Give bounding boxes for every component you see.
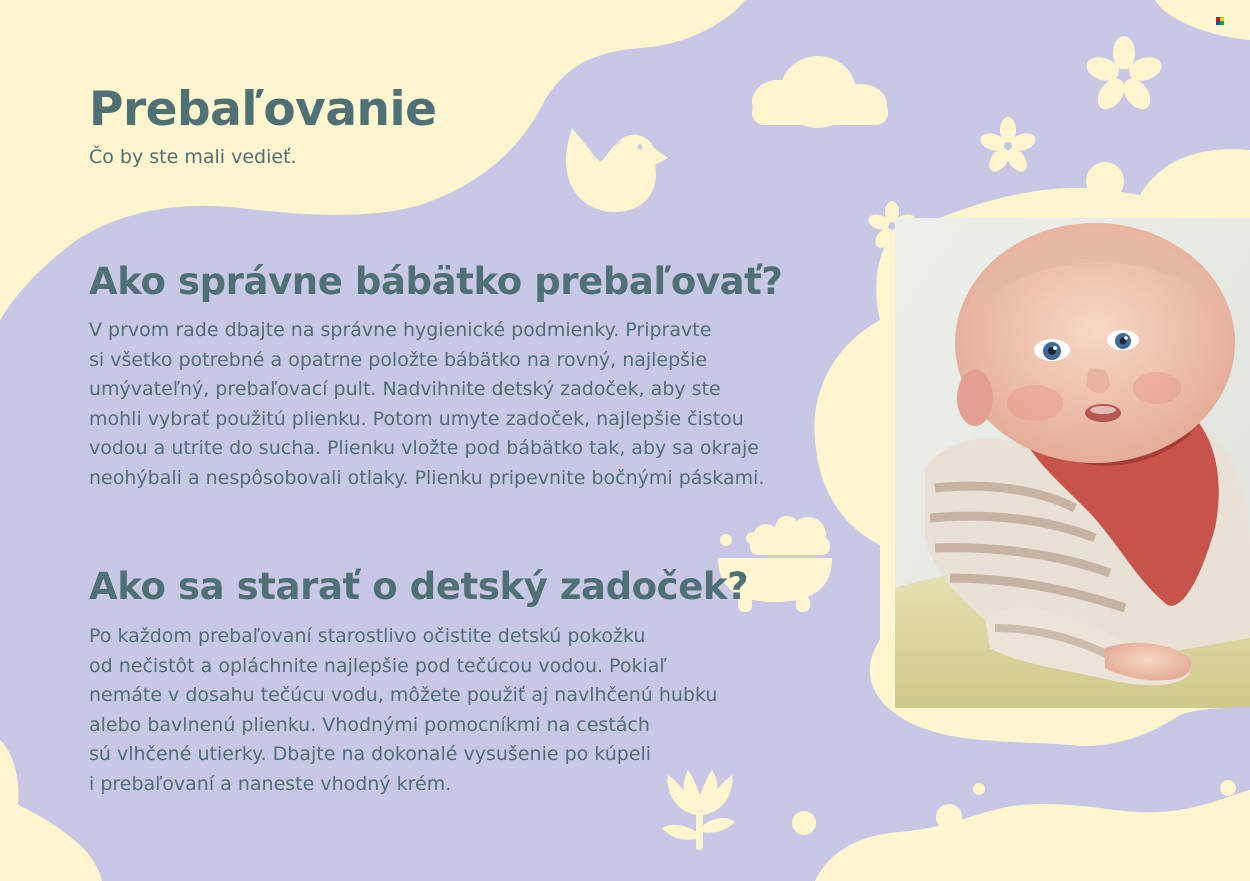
body-line: alebo bavlnenú plienku. Vhodnými pomocníkmi na cestách [89, 713, 650, 736]
body-line: od nečistôt a opláchnite najlepšie pod tečúcou vodou. Pokiaľ [89, 654, 667, 677]
body-line: V prvom rade dbajte na správne hygienické podmienky. Pripravte [89, 319, 712, 341]
dot [1220, 780, 1236, 796]
body-line: nemáte v dosahu tečúcu vodu, môžete použiť aj navlhčenú hubku [89, 684, 718, 706]
logo-mark-icon [1216, 17, 1224, 25]
dot [1086, 162, 1124, 200]
dot [792, 811, 816, 835]
body-line: Po každom prebaľovaní starostlivo očistite detskú pokožku [89, 625, 646, 647]
body-line: sú vlhčené utierky. Dbajte na dokonalé vysušenie po kúpeli [89, 743, 652, 765]
body-line: umývateľný, prebaľovací pult. Nadvihnite detský zadoček, aby ste [89, 378, 721, 400]
body-line: mohli vybrať použitú plienku. Potom umyte zadoček, najlepšie čistou [89, 407, 744, 430]
section-heading-bottom-care: Ako sa starať o detský zadoček? [89, 565, 749, 608]
body-line: neohýbali a nespôsobovali otlaky. Plienku pripevnite bočnými páskami. [89, 466, 765, 489]
dot [936, 804, 962, 830]
dot [1230, 820, 1242, 832]
body-line: si všetko potrebné a opatrne položte bábätko na rovný, najlepšie [89, 348, 708, 371]
cream-blob-top-right [1155, 0, 1250, 40]
section-body-diapering [89, 316, 764, 493]
page-title: Prebaľovanie [89, 82, 437, 137]
flower-icon [1083, 36, 1164, 114]
cream-blob-bottom-left [0, 740, 102, 881]
cream-blob-bottom-right [815, 790, 1250, 881]
bird-icon [566, 128, 668, 212]
page-subtitle: Čo by ste mali vedieť. [89, 146, 297, 168]
body-line: i prebaľovaní a naneste vhodný krém. [89, 772, 452, 795]
section-body-bottom-care [89, 622, 717, 799]
dot [973, 783, 985, 795]
baby-photo [895, 218, 1250, 708]
flower-icon [978, 117, 1038, 175]
cloud-icon [752, 56, 888, 128]
section-heading-diapering: Ako správne bábätko prebaľovať? [89, 260, 783, 303]
body-line: vodou a utrite do sucha. Plienku vložte pod bábätko tak, aby sa okraje [89, 437, 759, 459]
